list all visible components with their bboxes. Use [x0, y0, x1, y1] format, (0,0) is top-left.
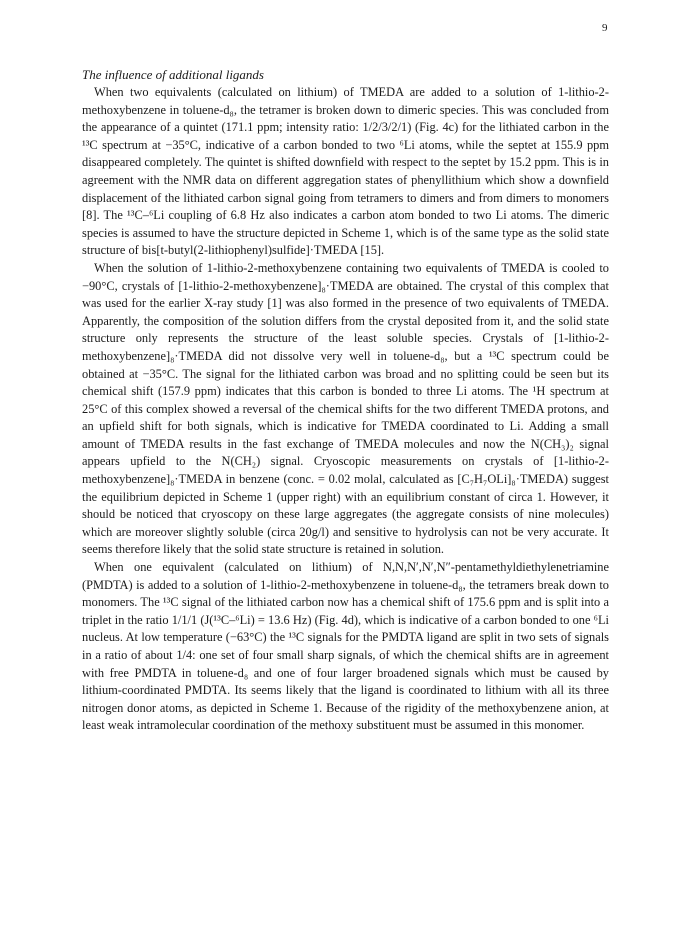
paragraph-tmeda-crystals: When the solution of 1-lithio-2-methoxybenzene containing two equivalents of TMEDA is cooled to −90°C, crystals of [1-lithio-2-methoxybenzene]₈·TMEDA are obtained. The crystal of this complex that was used for the earlier X-ray study [1] was also formed in the presence of two equivalents of TMEDA. Apparently, the composition of the solution differs from the crystal deposited from it, and the solid state structure only represents the structure of the least soluble species. Crystals of [1-lithio-2-methoxybenzene]₈·TMEDA did not dissolve very well in toluene-d₈, but a ¹³C spectrum could be obtained at −35°C. The signal for the lithiated carbon was broad and no splitting could be seen but its chemical shift (157.9 ppm) indicates that this carbon is bonded to three Li atoms. The ¹H spectrum at 25°C of this complex showed a reversal of the chemical shifts for the two different TMEDA protons, and an upfield shift for both signals, which is indicative for TMEDA coordinated to Li. Adding a small amount of TMEDA results in the fast exchange of TMEDA molecules and now the N(CH₃)₂ signal appears upfield to the N(CH₂) signal. Cryoscopic measurements on crystals of [1-lithio-2-methoxybenzene]₈·TMEDA in benzene (conc. = 0.02 molal, calculated as [C₇H₇OLi]₈·TMEDA) suggest the equilibrium depicted in Scheme 1 (upper right) with an equilibrium constant of circa 1. However, it should be noticed that cryoscopy on these large aggregates (the aggregate consists of nine molecules) which are moreover slightly soluble (circa 20g/l) and sensitive to hydrolysis can not be very accurate. It seems therefore likely that the solid state structure is retained in solution. [82, 260, 609, 557]
paragraph-pmdta-monomer: When one equivalent (calculated on lithium) of N,N,N′,N′,N″-pentamethyldiethylenetriamine (PMDTA) is added to a solution of 1-lithio-2-methoxybenzene in toluene-d₈, the tetramers break down to monomers. The ¹³C signal of the lithiated carbon now has a chemical shift of 175.6 ppm and is split into a triplet in the ratio 1/1/1 (J(¹³C–⁶Li) = 13.6 Hz) (Fig. 4d), which is indicative of a carbon bonded to one ⁶Li nucleus. At low temperature (−63°C) the ¹³C signals for the PMDTA ligand are split in two sets of signals in a ratio of about 1/4: one set of four small sharp signals, of which the chemical shifts are in agreement with free PMDTA in toluene-d₈ and one of four larger broadened signals which must be caused by lithium-coordinated PMDTA. Its seems likely that the ligand is coordinated to lithium with all its three nitrogen donor atoms, as depicted in Scheme 1. Because of the rigidity of the methoxybenzene anion, at least weak intramolecular coordination of the methoxy substituent must be assumed in this monomer. [82, 560, 609, 733]
paragraph-tmeda-dimer: When two equivalents (calculated on lithium) of TMEDA are added to a solution of 1-lithio-2-methoxybenzene in toluene-d₈, the tetramer is broken down to dimeric species. This was concluded from the appearance of a quintet (171.1 ppm; intensity ratio: 1/2/3/2/1) (Fig. 4c) for the lithiated carbon in the ¹³C spectrum at −35°C, indicative of a carbon bonded to two ⁶Li atoms, while the septet at 155.9 ppm disappeared completely. The quintet is shifted downfield with respect to the septet by 15.2 ppm. This is in agreement with the NMR data on different aggregation states of phenyllithium which show a downfield displacement of the lithiated carbon signal going from tetramers to dimers and from dimers to monomers [8]. The ¹³C–⁶Li coupling of 6.8 Hz also indicates a carbon atom bonded to two Li atoms. The dimeric species is assumed to have the structure depicted in Scheme 1, which is of the same type as the solid state structure of bis[t-butyl(2-lithiophenyl)sulfide]·TMEDA [15]. [82, 85, 609, 258]
page-number: 9 [602, 22, 608, 34]
article-body [82, 22, 609, 735]
section-title: The influence of additional ligands [82, 67, 264, 82]
